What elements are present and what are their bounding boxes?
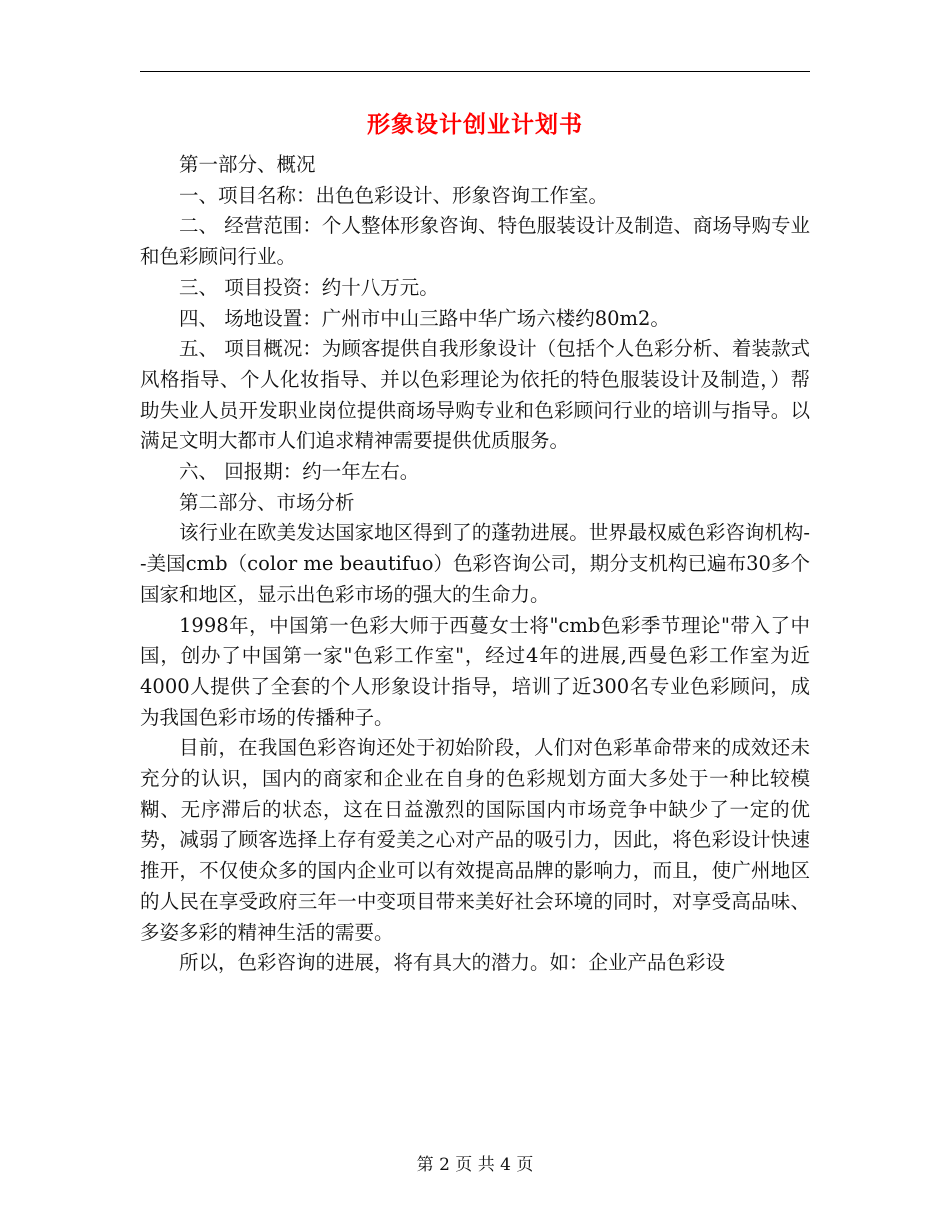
paragraph: 1998年，中国第一色彩大师于西蔓女士将"cmb色彩季节理论"带入了中国，创办了中国第一家"色彩工作室"，经过4年的进展,西曼色彩工作室为近4000人提供了全套的个人形象设计指导，培训了近300名专业色彩顾问，成为我国色彩市场的传播种子。 xyxy=(140,613,810,729)
paragraph: 六、 回报期：约一年左右。 xyxy=(179,460,420,484)
paragraph: 第一部分、概况 xyxy=(179,153,316,176)
header-rule xyxy=(140,71,810,72)
paragraph: 目前，在我国色彩咨询还处于初始阶段，人们对色彩革命带来的成效还未充分的认识，国内的商家和企业在自身的色彩规划方面大多处于一种比较模糊、无序滞后的状态，这在日益激烈的国际国内市场竞争中缺少了一定的优势，减弱了顾客选择上存有爱美之心对产品的吸引力，因此，将色彩设计快速推开，不仅使众多的国内企业可以有效提高品牌的影响力，而且，使广州地区的人民在享受政府三年一中变项目带来美好社会环境的同时，对享受高品味、多姿多彩的精神生活的需要。 xyxy=(140,736,810,944)
paragraph: 该行业在欧美发达国家地区得到了的蓬勃进展。世界最权威色彩咨询机构--美国cmb（color me beautifuo）色彩咨询公司，期分支机构已遍布30多个国家和地区，显示出色彩市场的强大的生命力。 xyxy=(140,521,810,606)
paragraph: 所以，色彩咨询的进展，将有具大的潜力。如：企业产品色彩设 xyxy=(179,951,726,975)
page-number-footer: 第 2 页 共 4 页 xyxy=(416,1155,534,1175)
document-body xyxy=(140,150,810,979)
paragraph: 五、 项目概况：为顾客提供自我形象设计（包括个人色彩分析、着装款式风格指导、个人化妆指导、并以色彩理论为依托的特色服装设计及制造，）帮助失业人员开发职业岗位提供商场导购专业和色彩顾问行业的培训与指导。以满足文明大都市人们追求精神需要提供优质服务。 xyxy=(140,337,810,453)
paragraph: 四、 场地设置：广州市中山三路中华广场六楼约80m2。 xyxy=(179,306,670,330)
paragraph: 三、 项目投资：约十八万元。 xyxy=(179,275,439,299)
paragraph: 一、项目名称：出色色彩设计、形象咨询工作室。 xyxy=(179,183,609,207)
paragraph: 二、 经营范围：个人整体形象咨询、特色服装设计及制造、商场导购专业和色彩顾问行业。 xyxy=(140,214,810,269)
document-title: 形象设计创业计划书 xyxy=(367,111,583,138)
paragraph: 第二部分、市场分析 xyxy=(179,490,355,514)
